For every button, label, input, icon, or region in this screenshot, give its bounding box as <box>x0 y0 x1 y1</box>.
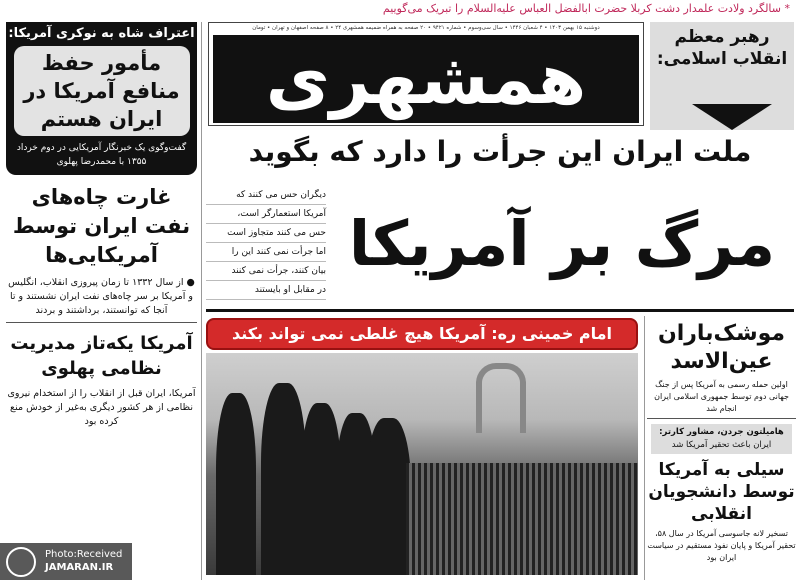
photo-credit-watermark <box>0 543 132 580</box>
divider <box>206 309 794 312</box>
confession-box <box>6 22 197 175</box>
azadi-tower <box>476 363 526 433</box>
missile-body: اولین حمله رسمی به آمریکا پس از جنگ جهانی دوم توسط جمهوری اسلامی ایران انجام شد <box>647 379 796 419</box>
khomeini-quote-bar: امام خمینی ره: آمریکا هیچ غلطی نمی تواند بکند <box>206 318 638 350</box>
side-quote <box>206 186 326 300</box>
hamilton-title: هامیلتون جردن، مشاور کارتر: <box>659 427 784 437</box>
right-column <box>644 316 796 580</box>
person-figure <box>301 403 341 575</box>
confession-caption: گفت‌وگوی یک خبرنگار آمریکایی در دوم خرداد ۱۳۵۵ با محمدرضا پهلوی <box>16 143 187 167</box>
arrow-down-icon <box>692 104 772 130</box>
quote-line: حس می کنند متجاوز است <box>206 224 326 243</box>
left-column <box>6 22 202 580</box>
quote-line: در مقابل او بایستند <box>206 281 326 300</box>
person-figure <box>366 418 411 575</box>
headline-main: مرگ بر آمریکا <box>348 207 776 280</box>
quote-line: بیان کنند، جرأت نمی کنند <box>206 262 326 281</box>
top-banner: * سالگرد ولادت علمدار دشت کربلا حضرت ابالفضل العباس علیه‌السلام را تبریک می‌گوییم <box>382 2 790 15</box>
military-body: آمریکا، ایران قبل از انقلاب را از استخدام نیروی نظامی از هر کشور دیگری به‌غیر از خودش منع کرده بود <box>7 388 196 427</box>
oil-headline: غارت چاه‌های نفت ایران توسط آمریکایی‌ها <box>12 185 191 267</box>
slap-body: تسخیر لانه جاسوسی آمریکا در سال ۵۸، تحقیر آمریکا و پایان نفوذ مستقیم در سیاست ایران بود <box>647 529 796 562</box>
person-figure <box>216 393 256 575</box>
hamilton-body: ایران باعث تحقیر آمریکا شد <box>671 440 772 450</box>
quote-line: آمریکا استعمارگر است، <box>206 205 326 224</box>
quote-line: دیگران حس می کنند که <box>206 186 326 205</box>
headline-top: ملت ایران این جرأت را دارد که بگوید <box>248 135 752 168</box>
credit-line1: Photo:Received <box>45 549 123 560</box>
dateline: دوشنبه ۱۵ بهمن ۱۴۰۳ • ۴ شعبان ۱۴۴۶ • سال سی‌وسوم • شماره ۹۴۲۱ • ۲۰ صفحه به همراه ضمیمه همشهری ۲۴ • ۸ صفحه اصفهان و تهران • تومان <box>252 25 600 31</box>
confession-header: اعتراف شاه به نوکری آمریکا: <box>8 26 195 41</box>
quote-line: اما جرأت نمی کنند این را <box>206 243 326 262</box>
slap-headline: سیلی به آمریکا توسط دانشجویان انقلابی <box>648 460 795 524</box>
oil-body: ● از سال ۱۳۳۲ تا زمان پیروزی انقلاب، انگلیس و آمریکا بر سر چاه‌های نفت ایران نشستند و تا آنجا که توانستند، برداشتند و بردند <box>6 276 197 323</box>
missile-headline: موشک‌باران عین‌الاسد <box>657 321 786 374</box>
newspaper-logo: همشهری <box>213 35 639 123</box>
credit-line2: JAMARAN.IR <box>45 562 114 573</box>
crowd-photo <box>206 353 638 575</box>
hamilton-box <box>651 424 792 454</box>
confession-title: مأمور حفظ منافع آمریکا در ایران هستم <box>14 46 190 136</box>
leader-label: رهبر معظم انقلاب اسلامی: <box>650 22 794 130</box>
masthead <box>208 22 644 126</box>
jamaran-logo <box>6 547 36 577</box>
person-figure <box>261 383 306 575</box>
military-headline: آمریکا یکه‌تاز مدیریت نظامی پهلوی <box>10 333 193 379</box>
crowd <box>406 463 638 575</box>
